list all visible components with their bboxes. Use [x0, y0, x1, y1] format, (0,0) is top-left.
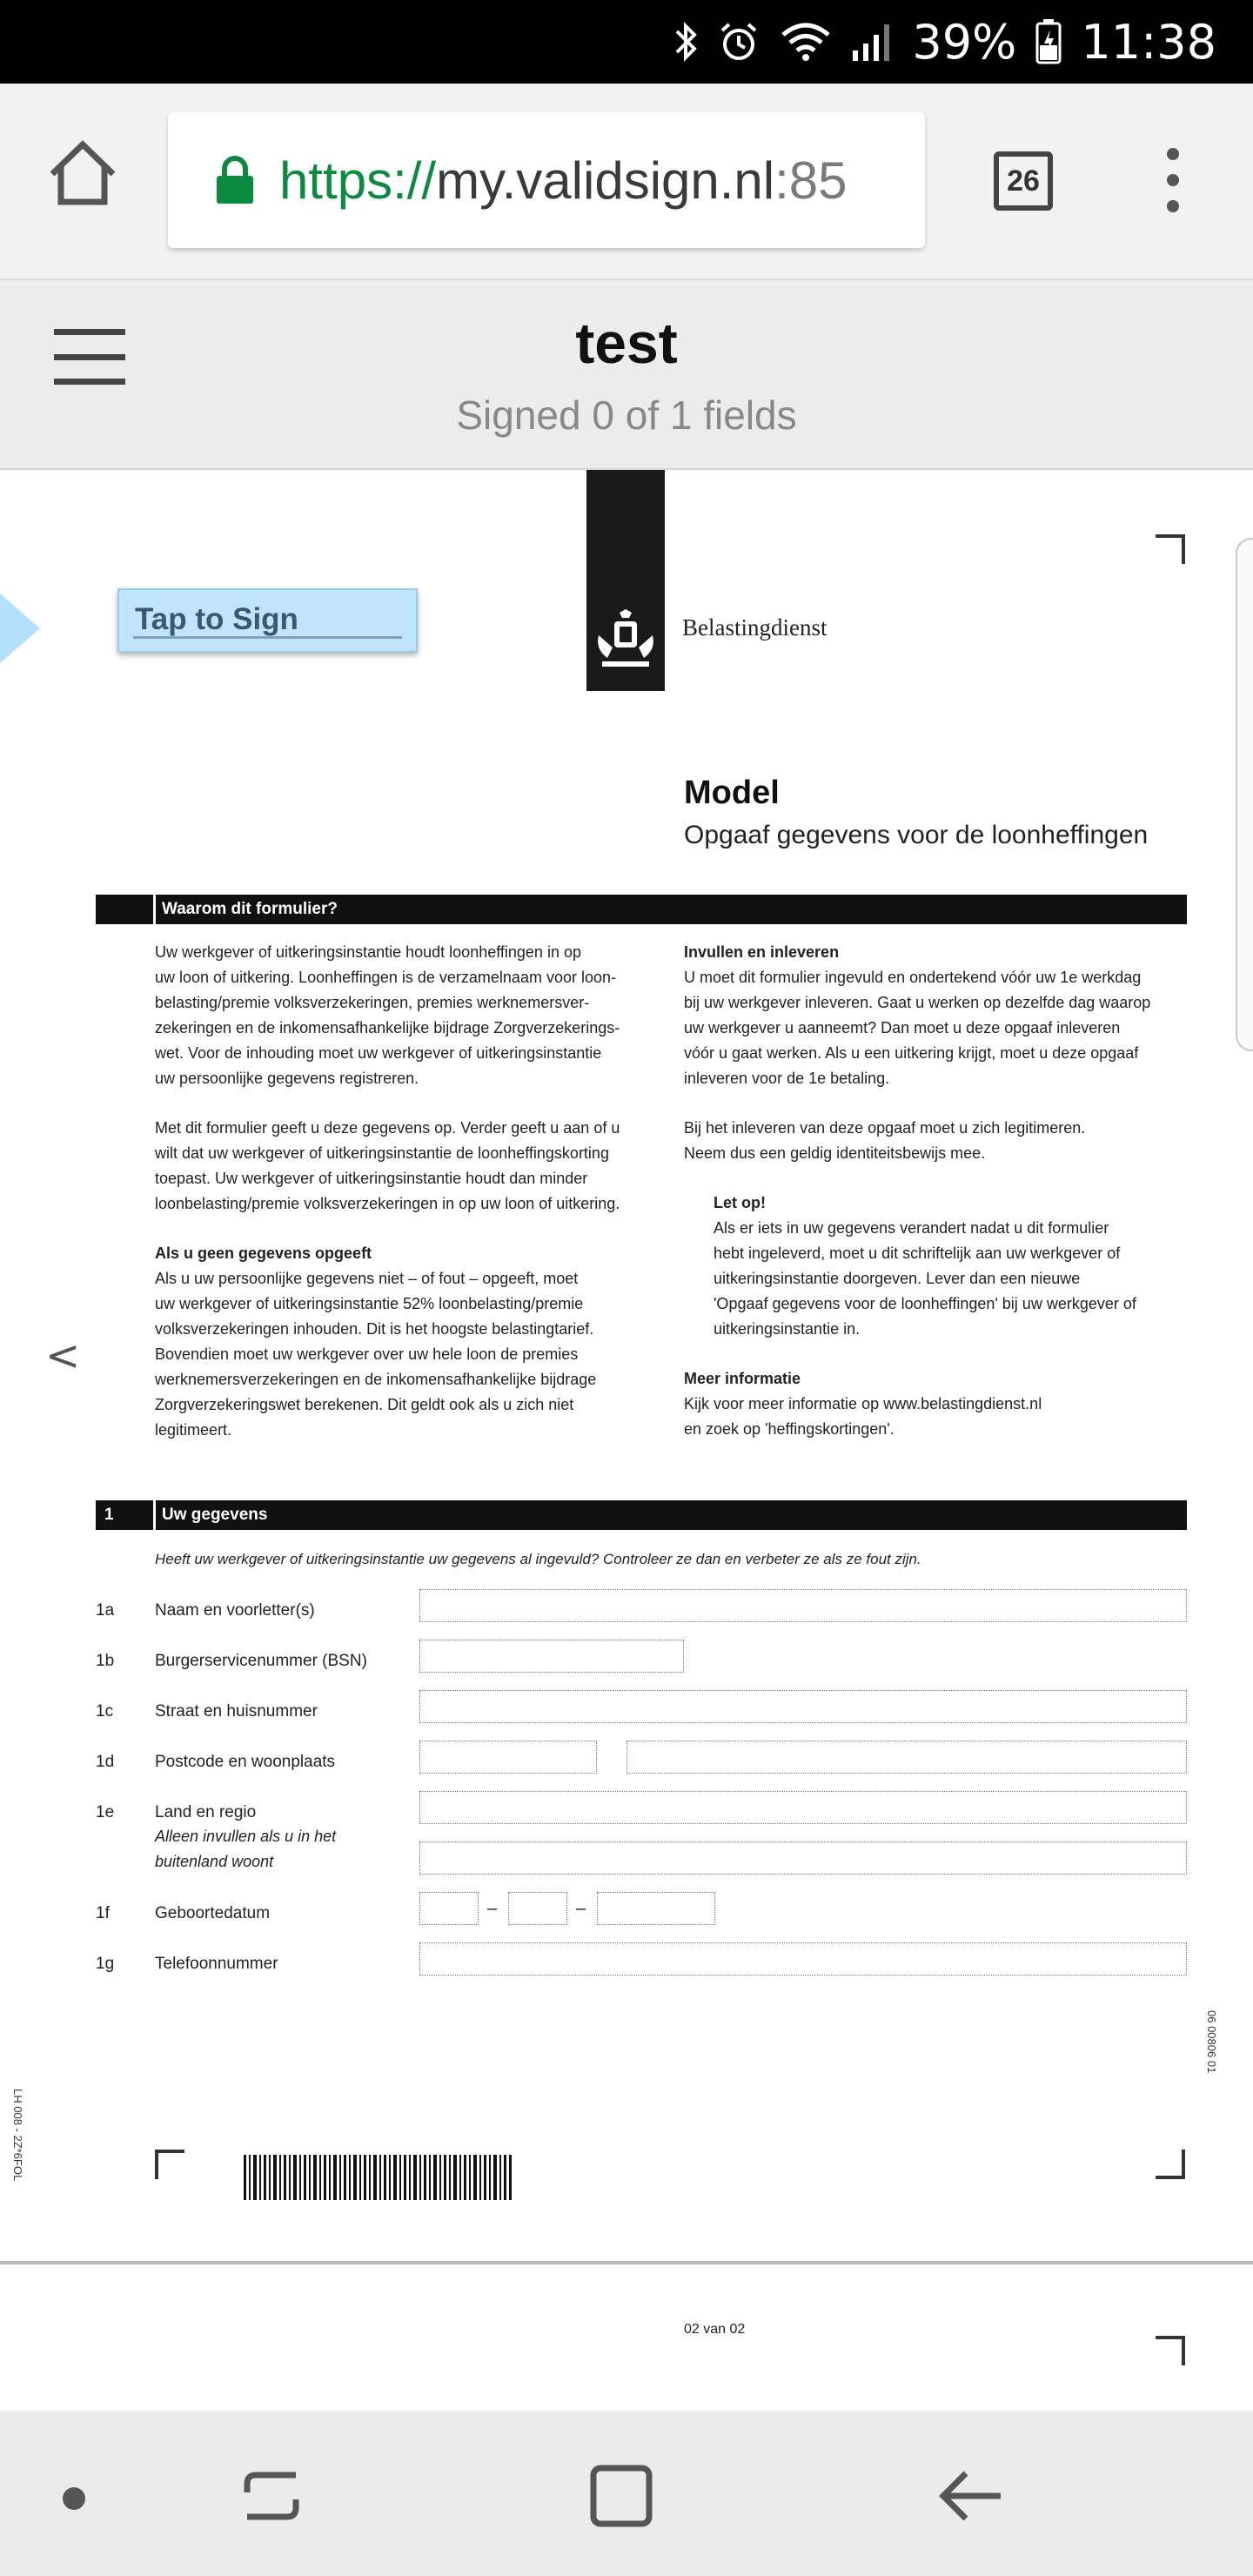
paragraph [684, 940, 1189, 1091]
form-model-subtitle: Opgaaf gegevens voor de loonheffingen [684, 821, 1149, 849]
text-line: uitkeringsinstantie in. [714, 1320, 861, 1338]
signature-line [133, 636, 402, 639]
field-code: 1c [96, 1702, 114, 1721]
text-line: uw persoonlijke gegevens registreren. [155, 1070, 419, 1087]
url-port: :85 [774, 151, 848, 210]
text-line: vóór u gaat werken. Als u een uitkering krijgt, moet u deze opgaaf [684, 1044, 1139, 1062]
url-host: my.validsign.nl [436, 151, 775, 210]
date-separator: – [487, 1899, 498, 1918]
section-title: Waarom dit formulier? [162, 900, 338, 918]
paragraph [684, 1116, 1189, 1166]
signal-icon [851, 21, 893, 63]
phone-field[interactable] [419, 1942, 1187, 1976]
text-line: werknemersverzekeringen en de inkomensafhankelijke bijdrage [155, 1371, 597, 1388]
previous-page-icon[interactable]: < [45, 1332, 81, 1380]
field-label: Telefoonnummer [155, 1955, 278, 1973]
text-line: Als er iets in uw gegevens verandert nadat u dit formulier [714, 1219, 1109, 1237]
field-code: 1d [96, 1753, 115, 1771]
text-line: loonbelasting/premie volksverzekeringen in op uw loon of uitkering. [155, 1195, 620, 1212]
birth-year-field[interactable] [597, 1892, 715, 1925]
back-icon[interactable] [935, 2459, 1008, 2532]
home-icon[interactable] [47, 138, 118, 209]
url-text [279, 151, 848, 211]
sign-pointer-arrow [0, 594, 40, 663]
alarm-icon [717, 20, 761, 64]
right-text-column [684, 940, 1189, 1466]
lock-icon [215, 155, 255, 205]
field-label: Land en regio [155, 1803, 257, 1821]
form-model-title: Model [684, 775, 780, 811]
form-code-right: 06 00806 01 [1205, 2010, 1218, 2074]
text-line: wet. Voor de inhouding moet uw werkgever of uitkeringsinstantie [155, 1044, 602, 1062]
text-line: uw loon of uitkering. Loonheffingen is de verzamelnaam voor loon- [155, 969, 616, 986]
text-line: uitkeringsinstantie doorgeven. Lever dan een nieuwe [714, 1270, 1081, 1287]
barcode [244, 2155, 513, 2200]
text-line: Als u uw persoonlijke gegevens niet – of fout – opgeeft, moet [155, 1270, 579, 1287]
section-number: 1 [104, 1506, 114, 1524]
field-code: 1a [96, 1601, 115, 1620]
left-text-column [155, 940, 660, 1467]
crop-mark [155, 2150, 184, 2179]
document-viewer[interactable] [0, 470, 1253, 2411]
postcode-field[interactable] [419, 1741, 597, 1774]
field-label: Straat en huisnummer [155, 1702, 318, 1721]
text-line: Alleen invullen als u in het [155, 1828, 337, 1845]
text-line: volksverzekeringen inhouden. Dit is het hoogste belastingtarief. [155, 1320, 594, 1338]
text-line: 'Opgaaf gegevens voor de loonheffingen' bij uw werkgever of [714, 1295, 1136, 1312]
text-line: Bij het inleveren van deze opgaaf moet u zich legitimeren. [684, 1119, 1086, 1137]
section-header-why [96, 895, 1187, 924]
paragraph [155, 1116, 660, 1217]
region-field[interactable] [419, 1841, 1187, 1875]
text-line: Kijk voor meer informatie op www.belastingdienst.nl [684, 1395, 1042, 1412]
text-line: en zoek op 'heffingskortingen'. [684, 1420, 895, 1438]
crop-mark [1156, 2336, 1185, 2365]
section-title: Uw gegevens [162, 1506, 268, 1524]
bsn-field[interactable] [419, 1640, 684, 1673]
text-line: legitimeert. [155, 1421, 232, 1439]
text-line: hebt ingeleverd, moet u dit schriftelijk aan uw werkgever of [714, 1244, 1121, 1262]
field-code: 1b [96, 1652, 115, 1670]
status-icons [673, 0, 1216, 84]
text-line: uw werkgever u aanneemt? Dan moet u deze opgaaf inleveren [684, 1019, 1121, 1036]
city-field[interactable] [626, 1741, 1187, 1774]
section-header-data [96, 1500, 1187, 1530]
field-code: 1g [96, 1955, 115, 1973]
crop-mark [1156, 534, 1185, 564]
text-line: zekeringen en de inkomensafhankelijke bijdrage Zorgverzekerings- [155, 1019, 620, 1036]
paragraph [684, 1191, 1189, 1342]
date-separator: – [576, 1899, 586, 1918]
paragraph [155, 1241, 660, 1443]
text-line: U moet dit formulier ingevuld en ondertekend vóór uw 1e werkdag [684, 969, 1142, 986]
field-label: Geboortedatum [155, 1904, 271, 1922]
paragraph-heading: Let op! [714, 1194, 766, 1211]
bluetooth-icon [673, 21, 698, 63]
address-bar[interactable] [168, 112, 925, 248]
text-line: Uw werkgever of uitkeringsinstantie houdt loonheffingen in op [155, 943, 581, 961]
text-line: bij uw werkgever inleveren. Gaat u werken op dezelfde dag waarop [684, 994, 1151, 1011]
field-label: Postcode en woonplaats [155, 1753, 336, 1771]
field-label: Naam en voorletter(s) [155, 1601, 315, 1620]
side-panel-handle[interactable] [1236, 538, 1253, 1051]
name-field[interactable] [419, 1589, 1187, 1622]
tab-switcher-button[interactable]: 26 [994, 151, 1053, 211]
tap-to-sign-button[interactable] [117, 588, 418, 653]
page-separator [0, 2261, 1253, 2264]
birth-day-field[interactable] [419, 1892, 479, 1925]
wifi-icon [780, 21, 832, 63]
text-line: belasting/premie volksverzekeringen, premies werknemersver- [155, 994, 590, 1011]
text-line: Zorgverzekeringswet berekenen. Dit geldt ook als u zich niet [155, 1396, 574, 1413]
nav-dot-icon[interactable] [63, 2487, 85, 2510]
paragraph [155, 940, 660, 1091]
crop-mark [1156, 2150, 1185, 2179]
form-code-left: LH 008 - 2Z*6FOL [11, 2089, 24, 2182]
paragraph [684, 1366, 1189, 1442]
text-line: Bovendien moet uw werkgever over uw hele loon de premies [155, 1345, 579, 1363]
agency-name: Belastingdienst [682, 614, 828, 641]
text-line: inleveren voor de 1e betaling. [684, 1070, 890, 1087]
section-intro: Heeft uw werkgever of uitkeringsinstantie uw gegevens al ingevuld? Controleer ze dan en verbeter ze als ze fout zijn. [155, 1551, 921, 1567]
field-code: 1e [96, 1803, 115, 1821]
url-scheme: https:// [279, 151, 437, 210]
street-field[interactable] [419, 1690, 1187, 1723]
country-field[interactable] [419, 1791, 1187, 1824]
text-line: Neem dus een geldig identiteitsbewijs mee. [684, 1144, 986, 1162]
clock: 11:38 [1081, 14, 1216, 70]
battery-percent: 39% [912, 14, 1017, 70]
kebab-menu-icon[interactable] [1157, 144, 1189, 216]
battery-icon [1035, 19, 1062, 64]
browser-toolbar [0, 84, 1253, 280]
app-header [0, 280, 1253, 470]
text-line: Met dit formulier geeft u deze gegevens op. Verder geeft u aan of u [155, 1119, 620, 1137]
recent-apps-icon[interactable] [235, 2459, 308, 2532]
signing-progress: Signed 0 of 1 fields [456, 392, 797, 438]
text-line: toepast. Uw werkgever of uitkeringsinstantie houdt dan minder [155, 1170, 588, 1187]
system-nav-bar [0, 2411, 1253, 2576]
crest-icon [593, 609, 658, 668]
document-title: test [575, 311, 678, 375]
tap-to-sign-label: Tap to Sign [135, 602, 298, 636]
paragraph-heading: Meer informatie [684, 1370, 801, 1387]
text-line: uw werkgever of uitkeringsinstantie 52% loonbelasting/premie [155, 1295, 584, 1312]
paragraph-heading: Invullen en inleveren [684, 943, 840, 961]
field-label: Burgerservicenummer (BSN) [155, 1652, 367, 1670]
birth-month-field[interactable] [508, 1892, 567, 1925]
text-line: wilt dat uw werkgever of uitkeringsinstantie de loonheffingskorting [155, 1144, 609, 1162]
page-number: 02 van 02 [684, 2322, 746, 2337]
paragraph-heading: Als u geen gegevens opgeeft [155, 1244, 372, 1262]
field-code: 1f [96, 1904, 110, 1922]
home-square-icon[interactable] [585, 2459, 658, 2532]
status-bar [0, 0, 1253, 84]
text-line: buitenland woont [155, 1853, 274, 1870]
field-sublabel [155, 1824, 336, 1875]
